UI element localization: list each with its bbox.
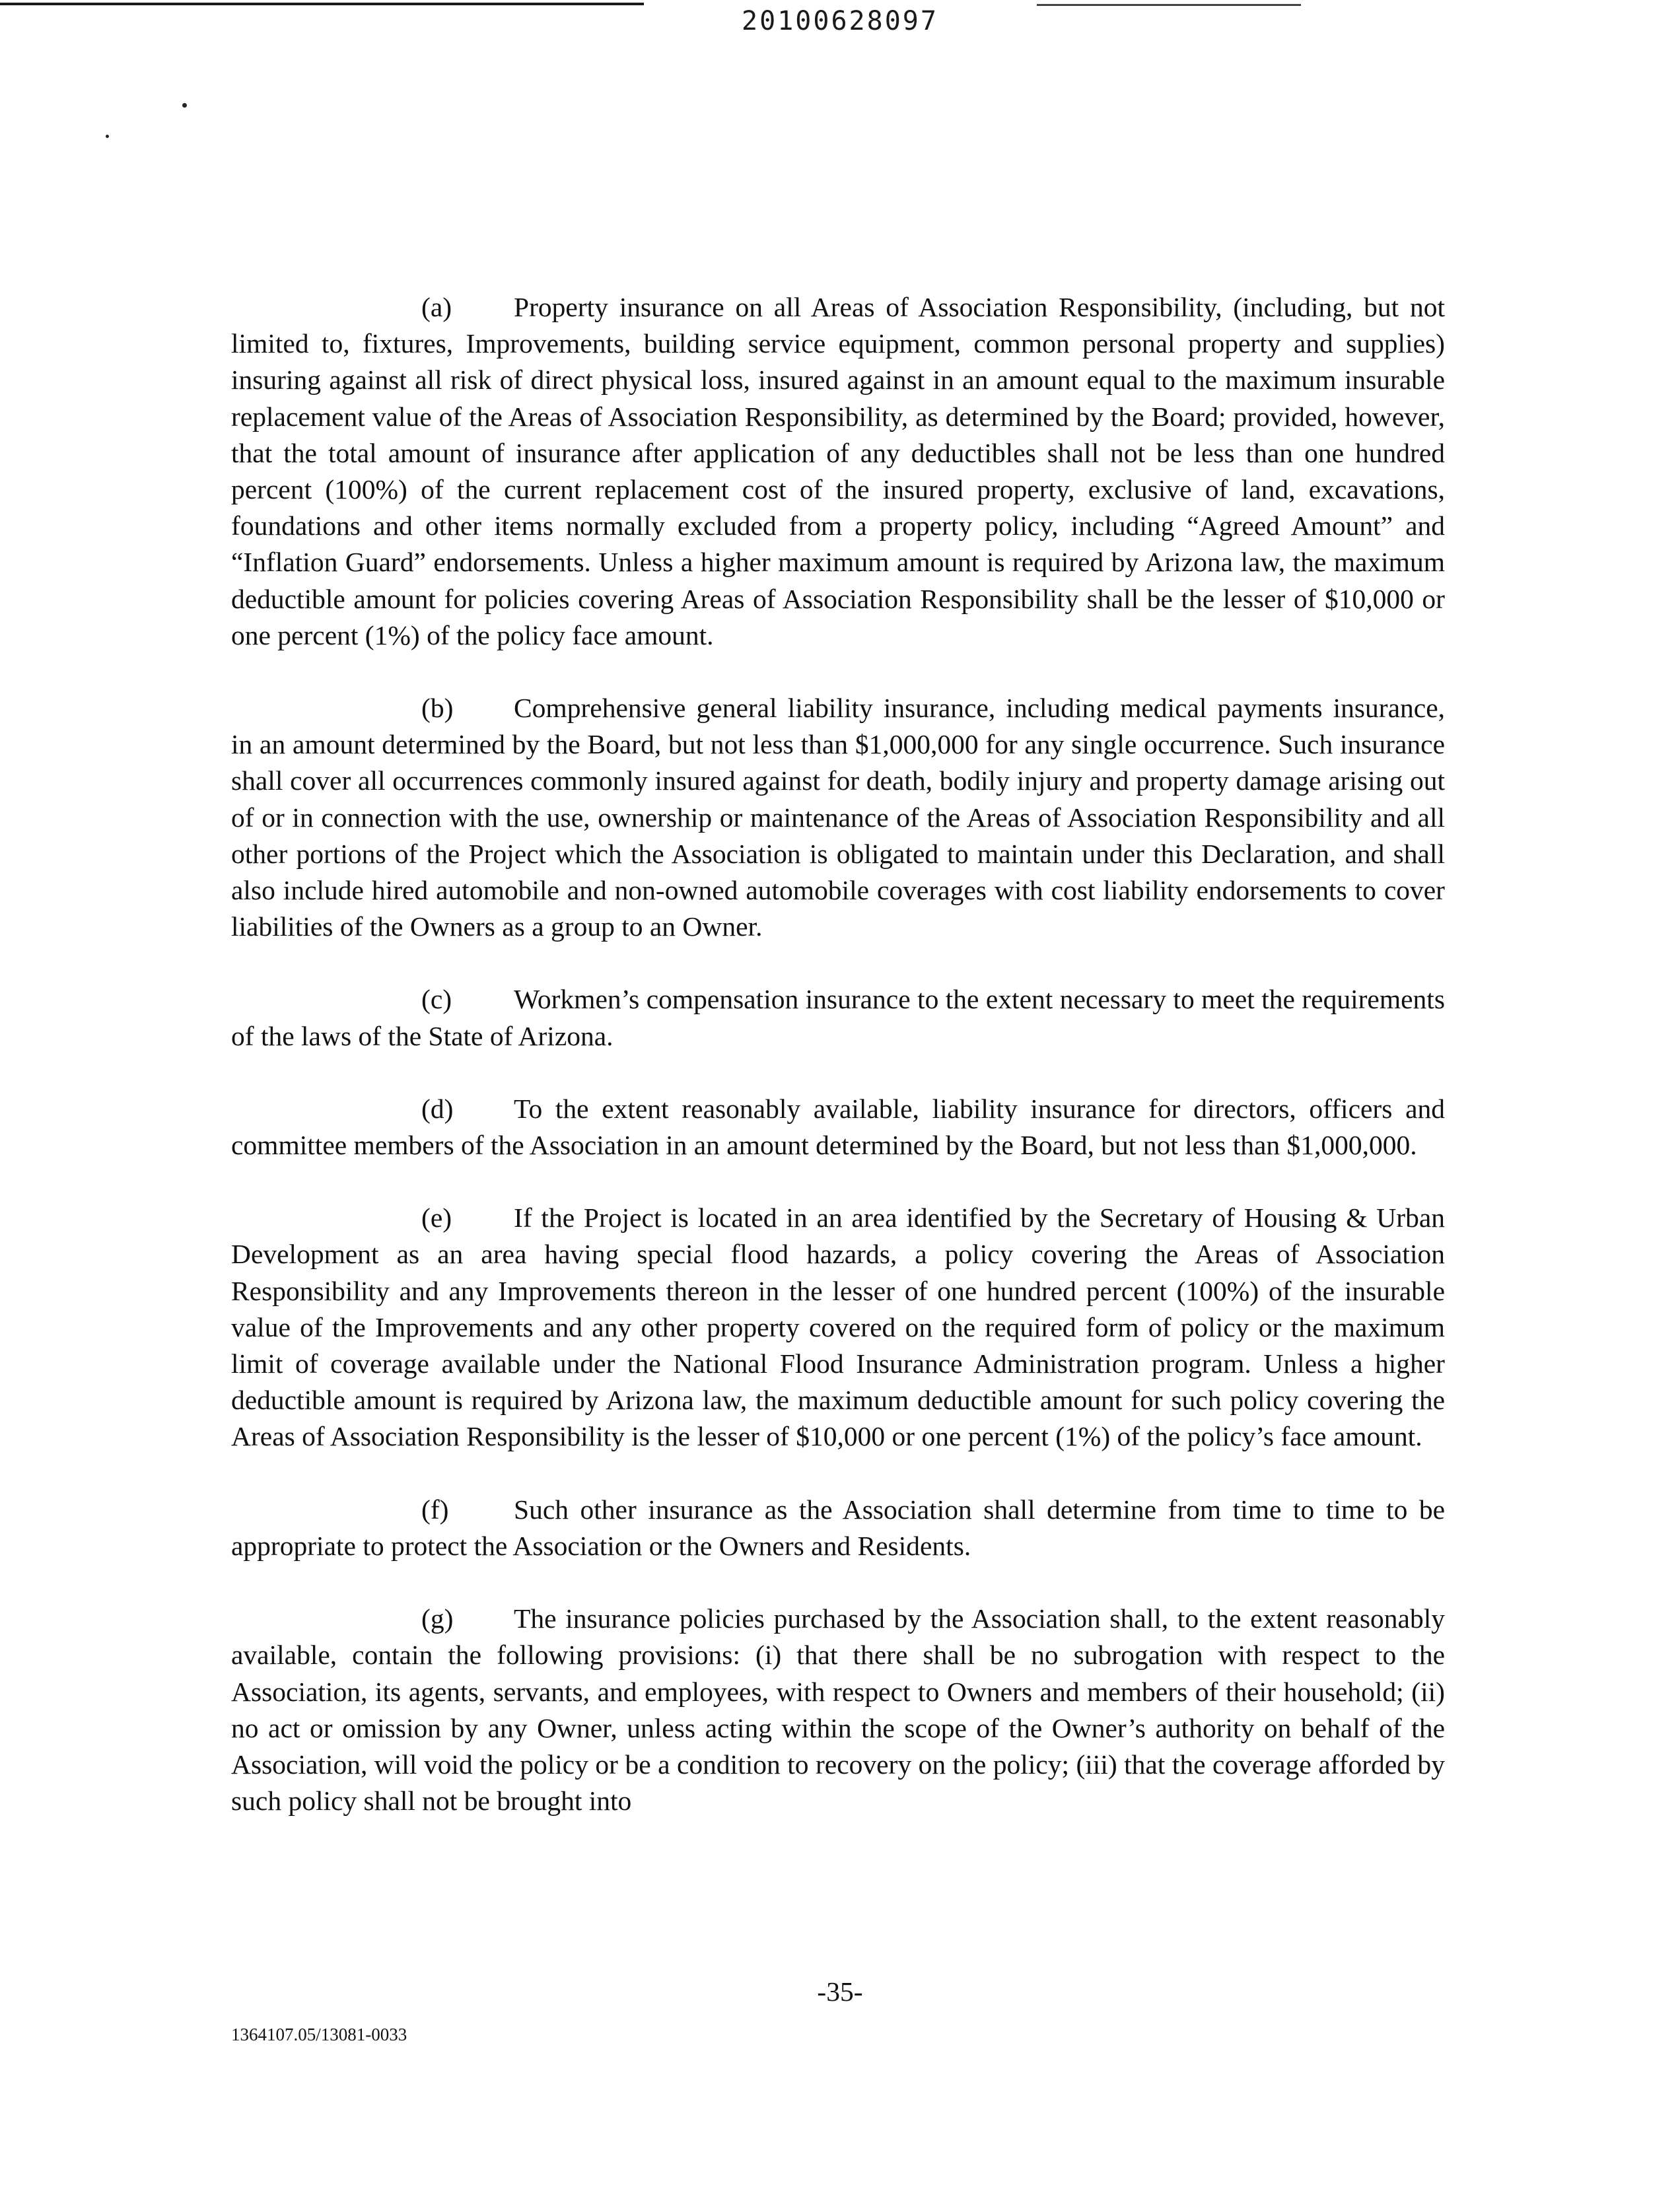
paragraph-text: If the Project is located in an area identified by the Secretary of Housing & Urban Development as an area having special flood hazards, a policy covering the Areas of Association Responsibility and any Improvements thereon in the lesser of one hundred percent (100%) of the insurable value of the Improvements and any other property covered on the required form of policy or the maximum limit of coverage available under the National Flood Insurance Administration program. Unless a higher deductible amount is required by Arizona law, the maximum deductible amount for such policy covering the Areas of Association Responsibility is the lesser of $10,000 or one percent (1%) of the policy’s face amount. [231, 1202, 1445, 1452]
paragraph-text: To the extent reasonably available, liability insurance for directors, officers and committee members of the Association in an amount determined by the Board, but not less than $1,000,000. [231, 1093, 1445, 1161]
document-id: 1364107.05/13081-0033 [231, 2025, 407, 2044]
paragraph-f [231, 1492, 1445, 1564]
paragraph-text: Comprehensive general liability insurance, including medical payments insurance, in an amount determined by the Board, but not less than $1,000,000 for any single occurrence. Such insurance shall cover all occurrences commonly insured against for death, bodily injury and property damage arising out of or in connection with the use, ownership or maintenance of the Areas of Association Responsibility and all other portions of the Project which the Association is obligated to maintain under this Declaration, and shall also include hired automobile and non-owned automobile coverages with cost liability endorsements to cover liabilities of the Owners as a group to an Owner. [231, 693, 1445, 942]
paragraph-text: Property insurance on all Areas of Association Responsibility, (including, but not limited to, fixtures, Improvements, building service equipment, common personal property and supplies) insuring against all risk of direct physical loss, insured against in an amount equal to the maximum insurable replacement value of the Areas of Association Responsibility, as determined by the Board; provided, however, that the total amount of insurance after application of any deductibles shall not be less than one hundred percent (100%) of the current replacement cost of the insured property, exclusive of land, excavations, foundations and other items normally excluded from a property policy, including “Agreed Amount” and “Inflation Guard” endorsements. Unless a higher maximum amount is required by Arizona law, the maximum deductible amount for policies covering Areas of Association Responsibility shall be the lesser of $10,000 or one percent (1%) of the policy face amount. [231, 292, 1445, 650]
page-number: -35- [817, 1976, 863, 2007]
scan-speck [182, 103, 187, 108]
paragraph-e [231, 1200, 1445, 1455]
paragraph-text: Such other insurance as the Association shall determine from time to time to be appropriate to protect the Association or the Owners and Residents. [231, 1494, 1445, 1561]
paragraph-a [231, 289, 1445, 654]
paragraph-c [231, 981, 1445, 1054]
recording-number: 20100628097 [742, 6, 938, 36]
paragraph-text: The insurance policies purchased by the Association shall, to the extent reasonably available, contain the following provisions: (i) that there shall be no subrogation with respect to the Association, its agents, servants, and employees, with respect to Owners and members of their household; (ii) no act or omission by any Owner, unless acting within the scope of the Owner’s authority on behalf of the Association, will void the policy or be a condition to recovery on the policy; (iii) that the coverage afforded by such policy shall not be brought into [231, 1603, 1445, 1817]
paragraph-b [231, 690, 1445, 945]
paragraph-marker: (e) [421, 1202, 452, 1233]
paragraph-d [231, 1091, 1445, 1163]
paragraph-marker: (a) [421, 292, 452, 322]
paragraph-g [231, 1601, 1445, 1819]
paragraph-text: Workmen’s compensation insurance to the extent necessary to meet the requirements of the laws of the State of Arizona. [231, 984, 1445, 1051]
document-body [231, 289, 1445, 1819]
paragraph-marker: (c) [421, 984, 452, 1015]
paragraph-marker: (b) [421, 693, 454, 724]
paragraph-marker: (f) [421, 1494, 449, 1525]
scan-speck [106, 135, 109, 138]
paragraph-marker: (g) [421, 1603, 454, 1634]
paragraph-marker: (d) [421, 1093, 454, 1124]
